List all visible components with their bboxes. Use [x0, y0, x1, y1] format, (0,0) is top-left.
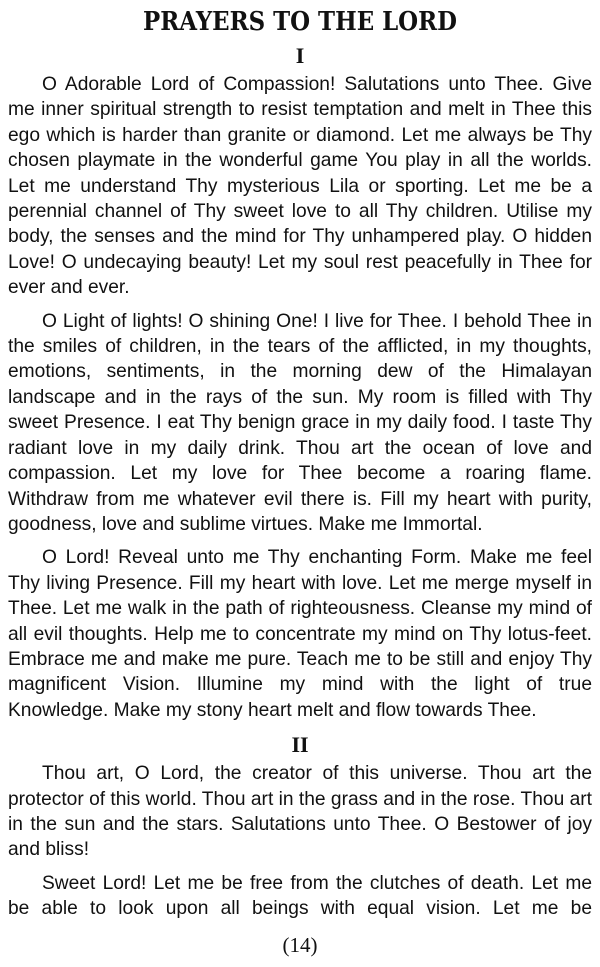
section-heading: I	[295, 43, 305, 68]
paragraph: Thou art, O Lord, the creator of this universe. Thou art the protector of this world. Thou art in the grass and in the rose. Thou art in the sun and the stars. Salutations unto Thee. O Bestower of joy and bliss!	[8, 763, 592, 861]
page-number: (14)	[282, 933, 318, 957]
page-title: PRAYERS TO THE LORD	[143, 7, 457, 37]
paragraph: O Lord! Reveal unto me Thy enchanting Form. Make me feel Thy living Presence. Fill my heart with love. Let me merge myself in Thee. Let me walk in the path of righteousness. Cleanse my mind of all evil thoughts. Help me to concentrate my mind on Thy lotus-feet. Embrace me and make me pure. Teach me to be still and enjoy Thy magnificent Vision. Illumine my mind with the light of true Knowledge. Make my stony heart melt and flow towards Thee.	[8, 547, 592, 721]
paragraph: Sweet Lord! Let me be free from the clutches of death. Let me be able to look upon all beings with equal vision. Let me be	[8, 872, 592, 920]
section-heading: II	[291, 732, 309, 758]
paragraph: O Light of lights! O shining One! I live for Thee. I behold Thee in the smiles of children, in the tears of the afflicted, in my thoughts, emotions, sentiments, in the morning dew of the Himalayan landscape and in the rays of the sun. My room is filled with Thy sweet Presence. I eat Thy benign grace in my daily food. I taste Thy radiant love in my daily drink. Thou art the ocean of love and compassion. Let my love for Thee become a roaring flame. Withdraw from me whatever evil there is. Fill my heart with purity, goodness, love and sublime virtues. Make me Immortal.	[8, 310, 592, 535]
section-1	[8, 42, 592, 723]
paragraph: O Adorable Lord of Compassion! Salutations unto Thee. Give me inner spiritual strength to resist temptation and melt in Thee this ego which is harder than granite or diamond. Let me always be Thy chosen playmate in the wonderful game You play in all the worlds. Let me understand Thy mysterious Lila or sporting. Let me be a perennial channel of Thy sweet love to all Thy children. Utilise my body, the senses and the mind for Thy unhampered play. O hidden Love! O undecaying beauty! Let my soul rest peacefully in Thee for ever and ever.	[8, 74, 592, 299]
section-2	[8, 731, 592, 921]
